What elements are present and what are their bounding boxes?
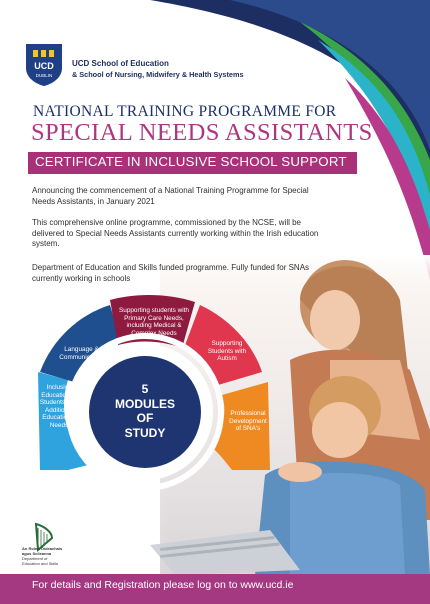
svg-text:DUBLIN: DUBLIN [35, 73, 53, 78]
department-of-education-logo-text [22, 546, 82, 566]
modules-center-label [110, 382, 180, 440]
description-paragraph: This comprehensive online programme, commissioned by the NCSE, will be delivered to Special Needs Assistants currently working within the Irish education system. [32, 218, 319, 248]
modules-word: MODULES [115, 396, 175, 411]
department-line2: agus Scileanna [22, 551, 52, 556]
title-line2: SPECIAL NEEDS ASSISTANTS [31, 119, 373, 146]
modules-count: 5 [141, 382, 149, 396]
modules-study: STUDY [124, 425, 166, 440]
department-line3: Department of [22, 556, 48, 561]
department-line1: An Roinn Oideachais [22, 546, 63, 551]
module-label-language: Language & Communication [59, 346, 104, 361]
modules-of: OF [136, 411, 154, 425]
module-label-inclusive-education: Inclusive Education of Students with Additional Educational Needs [39, 384, 79, 429]
module-label-autism: Supporting Students with Autism [207, 340, 247, 363]
certificate-title: CERTIFICATE IN INCLUSIVE SCHOOL SUPPORT [35, 154, 347, 169]
title-line1: NATIONAL TRAINING PROGRAMME FOR [33, 103, 337, 120]
announcement-paragraph: Announcing the commencement of a National Training Programme for Special Needs Assistants, in January 2021 [32, 186, 309, 206]
funding-paragraph: Department of Education and Skills funded programme. Fully funded for SNAs currently working in schools [32, 263, 310, 283]
school-of-education-label: UCD School of Education [72, 59, 169, 68]
module-label-primary-care: Supporting students with Primary Care Needs, including Medical & Complex Needs [119, 307, 189, 337]
department-line4: Education and Skills [22, 561, 59, 566]
svg-text:UCD: UCD [34, 61, 54, 71]
registration-link-text[interactable]: For details and Registration please log on to www.ucd.ie [32, 579, 294, 591]
school-of-nursing-label: & School of Nursing, Midwifery & Health Systems [72, 70, 244, 79]
module-label-professional-development: Professional Development of SNA's [229, 410, 267, 433]
